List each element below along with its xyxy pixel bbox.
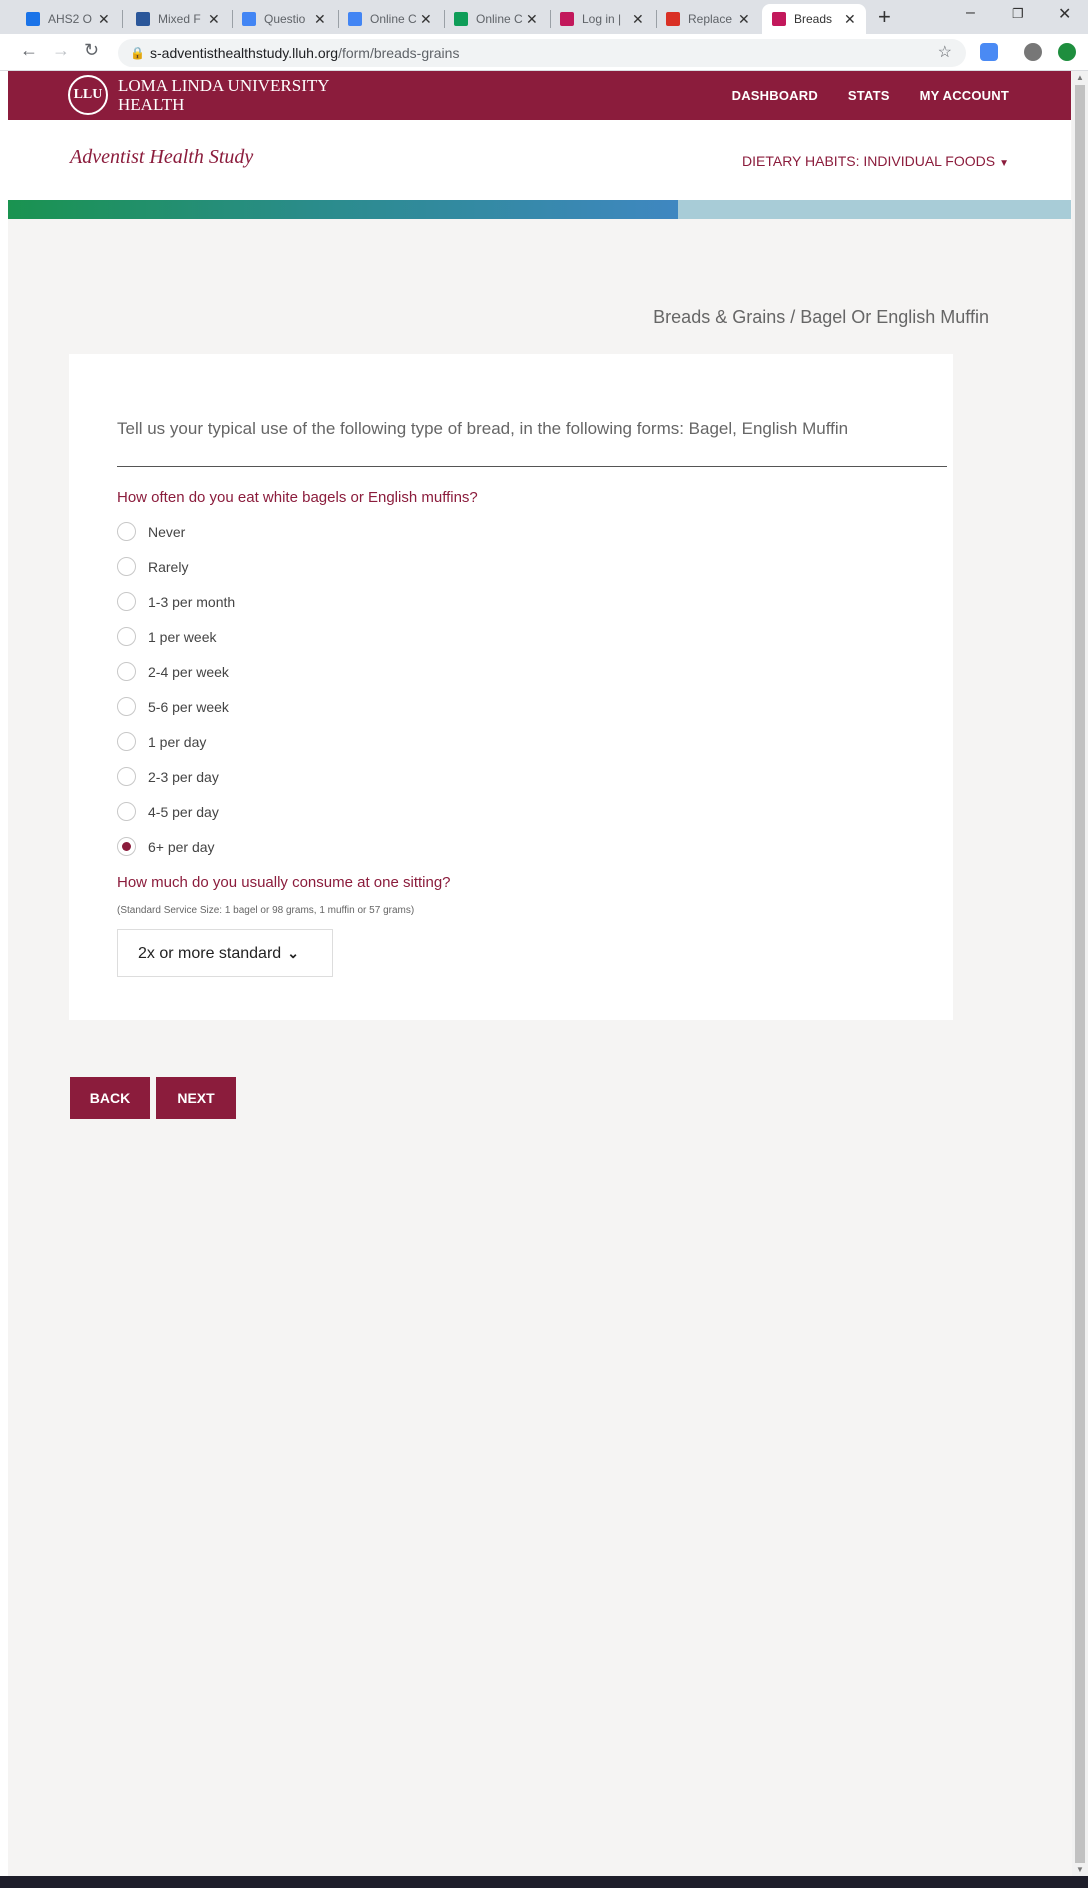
back-button[interactable]: BACK xyxy=(70,1077,150,1119)
frequency-option[interactable] xyxy=(117,514,235,549)
reload-icon[interactable]: ↻ xyxy=(84,40,100,60)
option-label: 4-5 per day xyxy=(148,803,219,820)
zoom-extension-icon[interactable] xyxy=(980,43,998,61)
browser-tab[interactable] xyxy=(444,4,548,34)
tab-close-icon[interactable]: ✕ xyxy=(208,10,220,27)
radio-button[interactable] xyxy=(117,627,136,646)
tab-favicon-icon xyxy=(666,12,680,26)
left-window-edge xyxy=(0,71,8,1876)
site-header xyxy=(8,71,1071,120)
minimize-icon[interactable]: – xyxy=(966,4,975,21)
section-dropdown[interactable] xyxy=(742,153,1009,169)
radio-button[interactable] xyxy=(117,732,136,751)
scroll-down-icon[interactable]: ▼ xyxy=(1076,1865,1084,1874)
logo-text: LOMA LINDA UNIVERSITY HEALTH xyxy=(118,76,329,114)
lock-icon: 🔒 xyxy=(130,46,145,60)
llu-logo[interactable] xyxy=(68,75,348,115)
caret-down-icon: ▼ xyxy=(999,158,1009,169)
back-arrow-icon[interactable]: ← xyxy=(20,40,38,60)
update-icon[interactable] xyxy=(1058,43,1076,61)
study-title[interactable]: Adventist Health Study xyxy=(70,146,254,168)
radio-button[interactable] xyxy=(117,592,136,611)
radio-button[interactable] xyxy=(117,767,136,786)
scroll-thumb[interactable] xyxy=(1075,85,1085,1863)
profile-extension-icon[interactable] xyxy=(1024,43,1042,61)
option-label: 2-4 per week xyxy=(148,663,229,680)
serving-size-note: (Standard Service Size: 1 bagel or 98 grams, 1 muffin or 57 grams) xyxy=(117,905,415,916)
portion-select-value: 2x or more standard xyxy=(138,945,282,962)
option-label: 1-3 per month xyxy=(148,593,236,610)
portion-select[interactable] xyxy=(117,929,333,977)
frequency-option[interactable] xyxy=(117,759,235,794)
section-dropdown-label: DIETARY HABITS: INDIVIDUAL FOODS xyxy=(742,153,996,169)
browser-tab-bar xyxy=(0,0,1088,34)
frequency-option[interactable] xyxy=(117,549,235,584)
browser-tab[interactable] xyxy=(550,4,654,34)
tab-favicon-icon xyxy=(242,12,256,26)
tab-separator xyxy=(122,10,123,28)
radio-button[interactable] xyxy=(117,802,136,821)
frequency-option[interactable] xyxy=(117,584,235,619)
nav-stats[interactable]: STATS xyxy=(847,88,890,103)
tab-favicon-icon xyxy=(136,12,150,26)
tab-title: Questio xyxy=(264,12,306,26)
scrollbar[interactable] xyxy=(1072,71,1088,1876)
close-window-icon[interactable]: ✕ xyxy=(1058,6,1072,23)
tab-close-icon[interactable]: ✕ xyxy=(738,10,750,27)
browser-tab[interactable] xyxy=(762,4,866,34)
frequency-option[interactable] xyxy=(117,724,235,759)
frequency-options xyxy=(117,514,235,864)
tab-favicon-icon xyxy=(560,12,574,26)
chevron-down-icon: ⌄ xyxy=(287,945,299,961)
url-field[interactable] xyxy=(118,39,966,67)
tab-title: Online C xyxy=(476,12,523,26)
browser-tab[interactable] xyxy=(656,4,760,34)
frequency-option[interactable] xyxy=(117,619,235,654)
tab-title: Online C xyxy=(370,12,417,26)
option-label: 1 per day xyxy=(148,733,207,750)
tab-title: Mixed F xyxy=(158,12,201,26)
next-button[interactable]: NEXT xyxy=(156,1077,236,1119)
question-card xyxy=(69,354,953,1020)
intro-text: Tell us your typical use of the following type of bread, in the following forms: Bagel, English Muffin xyxy=(117,419,849,438)
restore-icon[interactable]: ❐ xyxy=(1012,6,1024,21)
option-label: 6+ per day xyxy=(148,838,215,855)
new-tab-button[interactable]: + xyxy=(878,4,891,29)
radio-button[interactable] xyxy=(117,662,136,681)
tab-favicon-icon xyxy=(348,12,362,26)
tab-close-icon[interactable]: ✕ xyxy=(98,10,110,27)
breadcrumb: Breads & Grains / Bagel Or English Muffin xyxy=(653,307,989,327)
page xyxy=(8,71,1071,1876)
tab-close-icon[interactable]: ✕ xyxy=(632,10,644,27)
radio-button[interactable] xyxy=(117,522,136,541)
tab-title: Log in | xyxy=(582,12,622,26)
progress-fill xyxy=(8,200,678,219)
top-nav xyxy=(702,71,1009,120)
browser-tab[interactable] xyxy=(16,4,120,34)
tab-close-icon[interactable]: ✕ xyxy=(526,10,538,27)
option-label: 5-6 per week xyxy=(148,698,229,715)
sub-header xyxy=(8,120,1071,200)
tab-title: AHS2 O xyxy=(48,12,93,26)
browser-tab[interactable] xyxy=(126,4,230,34)
frequency-option[interactable] xyxy=(117,829,235,864)
browser-tab[interactable] xyxy=(338,4,442,34)
forward-arrow-icon[interactable]: → xyxy=(52,40,70,60)
tab-close-icon[interactable]: ✕ xyxy=(844,10,856,27)
url-path: /form/breads-grains xyxy=(338,45,460,61)
os-taskbar xyxy=(0,1876,1088,1888)
option-label: 2-3 per day xyxy=(148,768,219,785)
tab-close-icon[interactable]: ✕ xyxy=(314,10,326,27)
tab-close-icon[interactable]: ✕ xyxy=(420,10,432,27)
radio-button[interactable] xyxy=(117,557,136,576)
frequency-option[interactable] xyxy=(117,689,235,724)
nav-dashboard[interactable]: DASHBOARD xyxy=(731,88,818,103)
frequency-option[interactable] xyxy=(117,654,235,689)
frequency-option[interactable] xyxy=(117,794,235,829)
url-host: s-adventisthealthstudy.lluh.org xyxy=(150,45,339,61)
divider xyxy=(117,466,947,467)
tab-favicon-icon xyxy=(26,12,40,26)
tab-favicon-icon xyxy=(454,12,468,26)
question-frequency: How often do you eat white bagels or English muffins? xyxy=(117,489,478,506)
scroll-up-icon[interactable]: ▲ xyxy=(1076,73,1084,82)
option-label: Never xyxy=(148,523,186,540)
nav-my-account[interactable]: MY ACCOUNT xyxy=(919,88,1009,103)
address-bar xyxy=(0,34,1088,71)
option-label: Rarely xyxy=(148,558,189,575)
bookmark-star-icon[interactable]: ☆ xyxy=(937,44,952,61)
progress-bar xyxy=(8,200,1071,219)
question-portion: How much do you usually consume at one sitting? xyxy=(117,874,451,891)
tab-title: Breads xyxy=(794,12,833,26)
radio-button[interactable] xyxy=(117,697,136,716)
browser-tab[interactable] xyxy=(232,4,336,34)
radio-button[interactable] xyxy=(117,837,136,856)
option-label: 1 per week xyxy=(148,628,217,645)
llu-seal-icon: LLU xyxy=(68,75,108,115)
tab-favicon-icon xyxy=(772,12,786,26)
tab-title: Replace xyxy=(688,12,733,26)
